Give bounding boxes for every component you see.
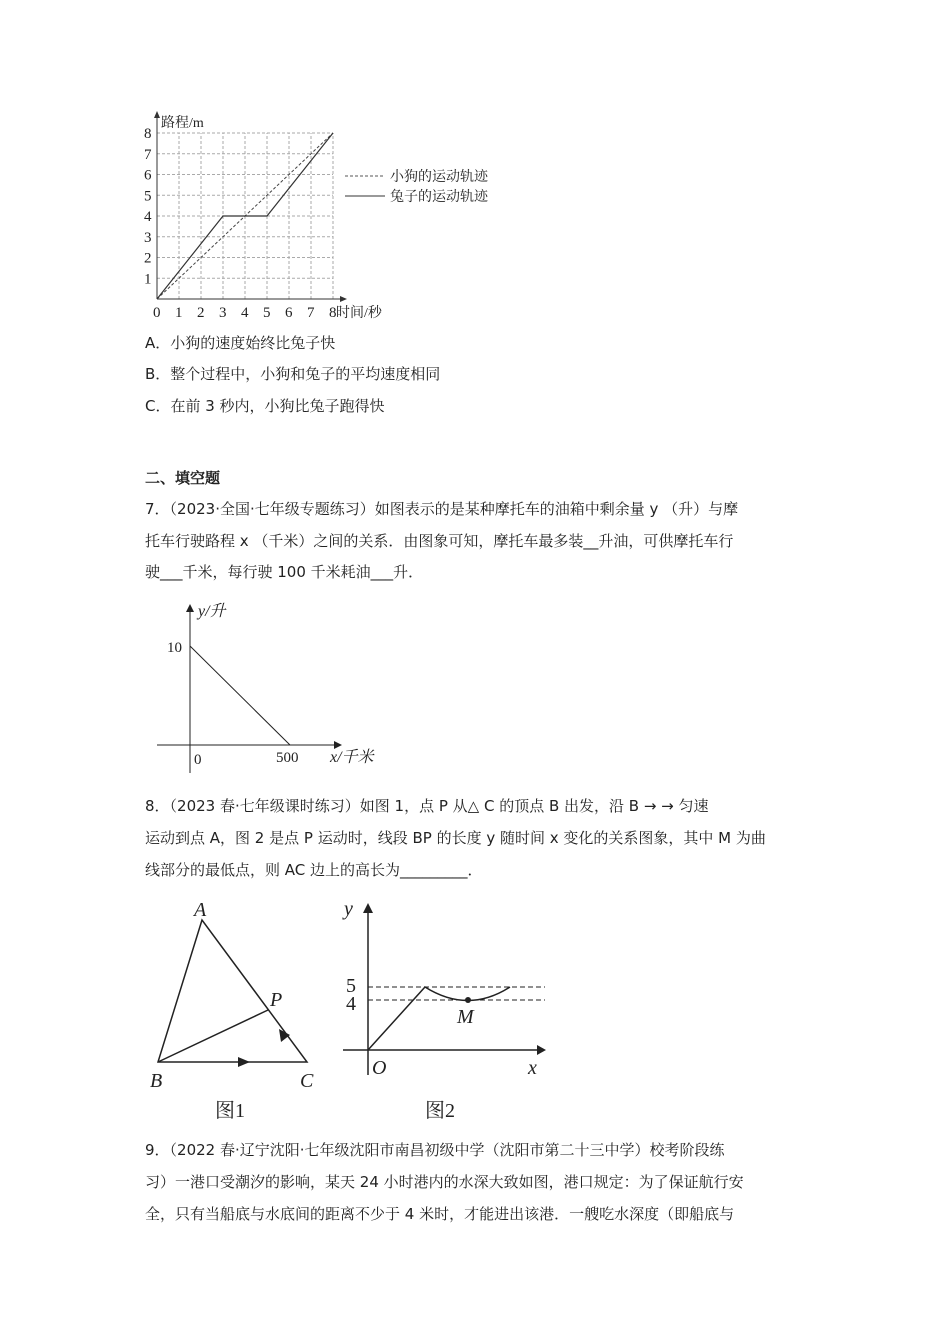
option-a: A．小狗的速度始终比兔子快 (145, 334, 336, 352)
legend-rabbit: 兔子的运动轨迹 (390, 190, 488, 205)
figure-1-caption: 图1 (215, 1100, 245, 1122)
x-axis-label: x/千米 (330, 749, 374, 766)
label-m: M (457, 1006, 474, 1028)
q7-line-3: 驶___千米，每行驶 100 千米耗油___升． (145, 563, 424, 581)
q9-line-1: 9．（2022 春·辽宁沈阳·七年级沈阳市南昌初级中学（沈阳市第二十三中学）校考阶段练 (145, 1141, 725, 1159)
x-tick-label: 0 (153, 305, 161, 321)
point-m (465, 997, 471, 1003)
x-tick-label: 2 (197, 305, 205, 321)
option-b: B．整个过程中，小狗和兔子的平均速度相同 (145, 365, 441, 383)
label-c: C (300, 1070, 314, 1092)
x-tick-label: 5 (263, 305, 271, 321)
y-axis-label: y/升 (198, 603, 226, 620)
y-tick-label: 2 (144, 250, 152, 267)
section-title: 二、填空题 (145, 469, 221, 487)
arrow-bc-icon (238, 1057, 250, 1067)
y-tick-label: 1 (144, 271, 152, 288)
x-tick-label: 1 (175, 305, 183, 321)
y-tick-label: 3 (144, 229, 152, 246)
x-axis-label: 时间/秒 (336, 306, 382, 321)
label-o: O (372, 1057, 387, 1079)
y-axis-arrow-icon (363, 903, 373, 913)
triangle-abc (158, 920, 307, 1062)
x-tick-label: 6 (285, 305, 293, 321)
q7-line-2: 托车行驶路程 x （千米）之间的关系．由图象可知，摩托车最多装__升油，可供摩托车行 (145, 532, 734, 550)
x-tick-label: 4 (241, 305, 249, 321)
legend-dog: 小狗的运动轨迹 (390, 170, 488, 185)
y-tick-label: 4 (144, 209, 152, 225)
origin-label: 0 (194, 752, 202, 768)
y-tick-label: 7 (144, 146, 152, 163)
x-tick-label: 8 (329, 305, 337, 321)
label-y: y (344, 898, 353, 920)
x-tick-500: 500 (276, 750, 299, 766)
y-tick-label: 5 (144, 188, 152, 205)
x-tick-label: 3 (219, 305, 227, 321)
bp-length-graph (368, 987, 510, 1050)
tick-5: 5 (346, 975, 356, 997)
label-b: B (150, 1070, 163, 1092)
q8-line-3: 线部分的最低点，则 AC 边上的高长为_________． (145, 861, 483, 879)
label-p: P (270, 989, 283, 1011)
q9-line-3: 全，只有当船底与水底间的距离不少于 4 米时，才能进出该港．一艘吃水深度（即船底与 (145, 1205, 735, 1223)
label-a: A (194, 899, 207, 921)
x-axis-arrow-icon (537, 1045, 546, 1055)
figure-2-caption: 图2 (425, 1100, 455, 1122)
tick-4: 4 (346, 993, 356, 1015)
q9-line-2: 习）一港口受潮汐的影响，某天 24 小时港内的水深大致如图，港口规定：为了保证航行安 (145, 1173, 744, 1191)
y-axis-label: 路程/m (161, 116, 204, 131)
y-tick-label: 8 (144, 126, 152, 142)
q7-line-1: 7．（2023·全国·七年级专题练习）如图表示的是某种摩托车的油箱中剩余量 y （升）与摩 (145, 500, 739, 518)
x-tick-label: 7 (307, 305, 315, 321)
option-c: C．在前 3 秒内，小狗比兔子跑得快 (145, 397, 385, 415)
q8-line-1: 8．（2023 春·七年级课时练习）如图 1，点 P 从△ C 的顶点 B 出发，沿 B → → 匀速 (145, 797, 709, 815)
segment-bp (158, 1010, 268, 1062)
q8-line-2: 运动到点 A，图 2 是点 P 运动时，线段 BP 的长度 y 随时间 x 变化的关系图象，其中 M 为曲 (145, 829, 766, 847)
y-tick-label: 6 (144, 167, 152, 184)
y-tick-10: 10 (167, 640, 182, 656)
label-x: x (528, 1057, 537, 1079)
